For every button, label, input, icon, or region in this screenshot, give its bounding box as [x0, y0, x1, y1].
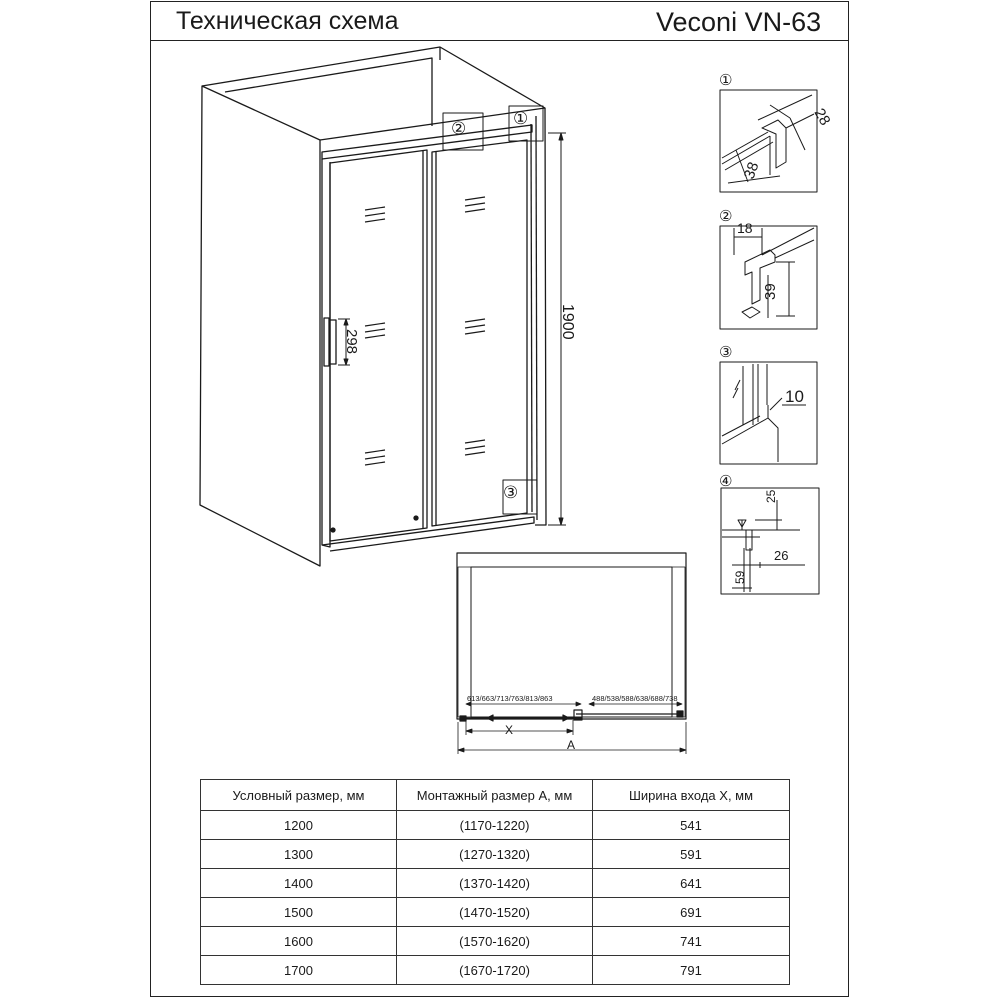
- col-header-nominal-size: Условный размер, мм: [201, 780, 397, 811]
- wall-profile-inner: [536, 116, 537, 520]
- cell-entrance-width: 741: [593, 927, 790, 956]
- detail-2-marker: ②: [719, 208, 733, 225]
- col-header-entrance-width: Ширина входа Х, мм: [593, 780, 790, 811]
- cell-mounting-size: (1470-1520): [397, 898, 593, 927]
- detail-3-dim-10: 10: [785, 387, 804, 406]
- table-row: [201, 811, 790, 840]
- cell-entrance-width: 641: [593, 869, 790, 898]
- col-header-mounting-size: Монтажный размер А, мм: [397, 780, 593, 811]
- detail-3-marker: ③: [719, 344, 733, 361]
- wall-profile-line: [531, 124, 532, 512]
- back-wall: [225, 58, 432, 126]
- dim-handle: 298: [343, 329, 360, 355]
- size-table: [200, 779, 790, 985]
- callout-3-label: ③: [503, 483, 519, 502]
- plan-opening-label: 488/538/588/638/688/738: [592, 694, 678, 703]
- cell-nominal-size: 1300: [201, 840, 397, 869]
- shower-enclosure-view: [200, 47, 576, 566]
- dim-height: 1900: [559, 304, 576, 340]
- cell-mounting-size: (1670-1720): [397, 956, 593, 985]
- table-row: [201, 869, 790, 898]
- glass-reflection-marks: [365, 197, 485, 465]
- model-name: Veconi VN-63: [656, 7, 822, 37]
- cell-mounting-size: (1370-1420): [397, 869, 593, 898]
- cell-entrance-width: 791: [593, 956, 790, 985]
- detail-1: [719, 72, 834, 192]
- cell-nominal-size: 1700: [201, 956, 397, 985]
- left-wall: [200, 86, 320, 566]
- detail-2-dim-39: 39: [762, 283, 779, 300]
- plan-view: [457, 553, 686, 754]
- detail-4-marker: ④: [719, 473, 733, 490]
- cell-nominal-size: 1600: [201, 927, 397, 956]
- roller: [331, 528, 335, 532]
- page-title: Техническая схема: [176, 7, 399, 35]
- cell-nominal-size: 1200: [201, 811, 397, 840]
- wall-top: [202, 47, 545, 140]
- detail-4-dim-26: 26: [774, 548, 789, 563]
- cell-nominal-size: 1400: [201, 869, 397, 898]
- plan-x-label: X: [505, 723, 514, 737]
- cell-mounting-size: (1170-1220): [397, 811, 593, 840]
- callout-1-label: ①: [513, 109, 529, 128]
- table-row: [201, 956, 790, 985]
- cell-entrance-width: 591: [593, 840, 790, 869]
- detail-4: [719, 473, 819, 594]
- cell-mounting-size: (1270-1320): [397, 840, 593, 869]
- detail-2-dim-18: 18: [737, 220, 753, 236]
- detail-4-dim-59: 59: [733, 570, 747, 584]
- table-row: [201, 898, 790, 927]
- callout-2-label: ②: [451, 119, 467, 138]
- cell-nominal-size: 1500: [201, 898, 397, 927]
- detail-1-dim-38: 38: [740, 159, 763, 182]
- table-header-row: [201, 780, 790, 811]
- detail-2: [719, 208, 817, 329]
- detail-1-dim-28: 28: [810, 105, 834, 129]
- detail-1-marker: ①: [719, 72, 733, 89]
- detail-1-frame: [720, 90, 817, 192]
- plan-a-label: A: [567, 738, 576, 752]
- frame-bottom: [322, 517, 534, 551]
- table-row: [201, 840, 790, 869]
- table-row: [201, 927, 790, 956]
- plan-fixed-label: 613/663/713/763/813/863: [467, 694, 553, 703]
- cell-entrance-width: 691: [593, 898, 790, 927]
- cell-entrance-width: 541: [593, 811, 790, 840]
- roller: [414, 516, 418, 520]
- detail-3: [719, 344, 817, 464]
- cell-mounting-size: (1570-1620): [397, 927, 593, 956]
- detail-4-dim-25: 25: [764, 489, 778, 503]
